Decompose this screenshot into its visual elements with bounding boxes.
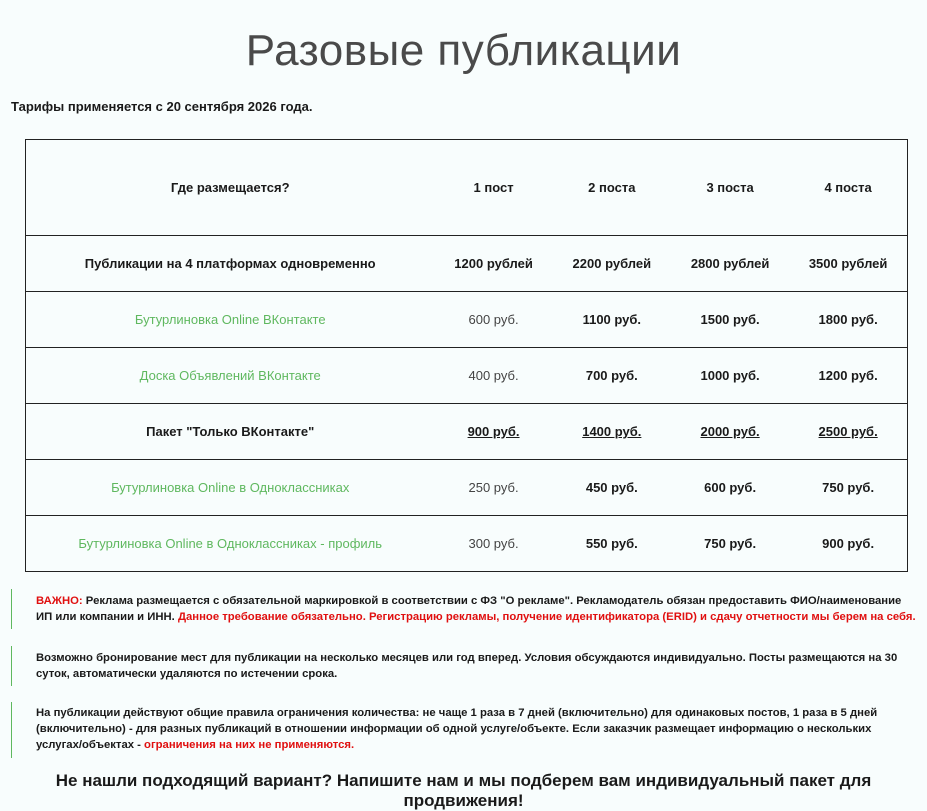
booking-note — [11, 646, 919, 686]
page-title: Разовые публикации — [245, 26, 682, 75]
price-table — [25, 139, 908, 572]
price-cell: 2800 рублей — [671, 236, 789, 292]
tariff-date-note: Тарифы применяется с 20 сентября 2026 года. — [11, 99, 313, 114]
price-cell: 750 руб. — [671, 516, 789, 572]
important-text: Реклама размещается с обязательной маркировкой в соответствии с ФЗ "О рекламе". Рекламодатель обязан предоставить ФИО/наименование ИП или компании и ИНН. — [36, 595, 902, 623]
price-cell: 2200 рублей — [553, 236, 671, 292]
limits-red-text: ограничения на них не применяются. — [144, 739, 355, 751]
header-2-posts: 2 поста — [553, 140, 671, 236]
price-cell: 1200 руб. — [789, 348, 907, 404]
table-row — [26, 348, 908, 404]
row-place-link[interactable]: Бутурлиновка Online в Одноклассниках - профиль — [26, 516, 435, 572]
price-cell: 2500 руб. — [789, 404, 907, 460]
price-cell: 1000 руб. — [671, 348, 789, 404]
table-row — [26, 516, 908, 572]
price-cell: 700 руб. — [553, 348, 671, 404]
important-note — [11, 589, 919, 629]
price-cell: 300 руб. — [434, 516, 552, 572]
table-row — [26, 460, 908, 516]
row-place: Пакет "Только ВКонтакте" — [26, 404, 435, 460]
table-row — [26, 404, 908, 460]
price-cell: 400 руб. — [434, 348, 552, 404]
price-cell: 1400 руб. — [553, 404, 671, 460]
price-cell: 1500 руб. — [671, 292, 789, 348]
price-cell: 1200 рублей — [434, 236, 552, 292]
price-cell: 3500 рублей — [789, 236, 907, 292]
important-red-text: Данное требование обязательно. Регистрацию рекламы, получение идентификатора (ERID) и сдачу отчетности мы берем на себя. — [177, 611, 916, 623]
header-3-posts: 3 поста — [671, 140, 789, 236]
price-cell: 900 руб. — [434, 404, 552, 460]
price-cell: 600 руб. — [671, 460, 789, 516]
booking-text: Возможно бронирование мест для публикации на несколько месяцев или год вперед. Условия обсуждаются индивидуально. Посты размещаются на 30 суток, автоматически удаляются по истечении срока. — [36, 652, 898, 680]
header-place: Где размещается? — [26, 140, 435, 236]
table-row — [26, 292, 908, 348]
price-cell: 450 руб. — [553, 460, 671, 516]
row-place-link[interactable]: Бутурлиновка Online в Одноклассниках — [26, 460, 435, 516]
header-1-post: 1 пост — [434, 140, 552, 236]
header-4-posts: 4 поста — [789, 140, 907, 236]
row-place-link[interactable]: Бутурлиновка Online ВКонтакте — [26, 292, 435, 348]
table-header-row — [26, 140, 908, 236]
table-row — [26, 236, 908, 292]
price-cell: 1100 руб. — [553, 292, 671, 348]
important-label: ВАЖНО: — [36, 595, 83, 607]
price-cell: 550 руб. — [553, 516, 671, 572]
call-to-action: Не нашли подходящий вариант? Напишите нам и мы подберем вам индивидуальный пакет для продвижения! — [55, 771, 872, 810]
price-cell: 900 руб. — [789, 516, 907, 572]
price-cell: 1800 руб. — [789, 292, 907, 348]
row-place: Публикации на 4 платформах одновременно — [26, 236, 435, 292]
price-cell: 750 руб. — [789, 460, 907, 516]
row-place-link[interactable]: Доска Объявлений ВКонтакте — [26, 348, 435, 404]
price-cell: 600 руб. — [434, 292, 552, 348]
price-cell: 250 руб. — [434, 460, 552, 516]
price-cell: 2000 руб. — [671, 404, 789, 460]
limits-note — [11, 702, 919, 758]
limits-text: На публикации действуют общие правила ограничения количества: не чаще 1 раза в 7 дней (включительно) для одинаковых постов, 1 раза в 5 дней (включительно) - для разных публикаций в отношении информации об одной услуге/объекте. Если заказчик размещает информацию о нескольких услугах/объектах - — [36, 707, 878, 751]
